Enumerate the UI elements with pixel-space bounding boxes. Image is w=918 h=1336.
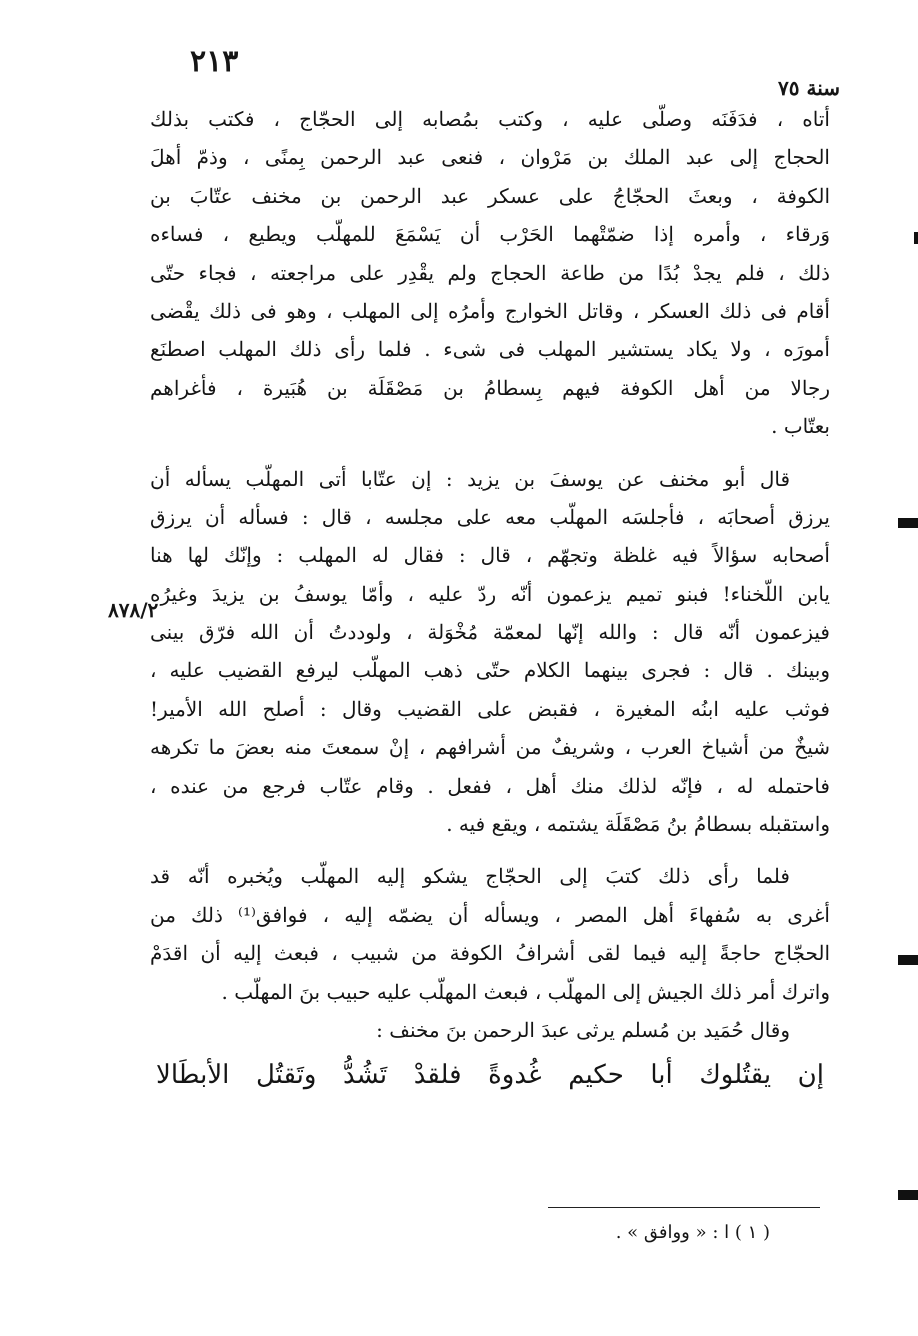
text-line: وَرقاء ، وأمره إذا ضمّتْهما الحَرْب أن يَسْمَعَ للمهلّب ويطيع ، فساءه	[150, 222, 830, 247]
running-head: سنة ٧٥	[778, 76, 840, 100]
main-text	[150, 100, 830, 1101]
scan-edge-mark	[914, 232, 918, 244]
text-line: بعتّاب .	[771, 414, 830, 439]
text-line: وقال حُمَيد بن مُسلم يرثى عبدَ الرحمن بنَ مخنف :	[376, 1017, 790, 1042]
text-line: يابن اللّخناء! فبنو تميم يزعمون أنّه ردّ عليه ، وأمّا يوسفُ بن يزيدَ وغيرُه	[150, 581, 830, 606]
text-line: واترك أمر ذلك الجيش إلى المهلّب ، فبعث المهلّب عليه حبيب بنَ المهلّب .	[221, 979, 830, 1004]
paragraph	[150, 100, 830, 446]
text-line: واستقبله بسطامُ بنُ مَصْقَلَة يشتمه ، ويقع فيه .	[446, 812, 830, 837]
text-line: قال أبو مخنف عن يوسفَ بن يزيد : إن عتّابا أتى المهلّب يسأله أن	[150, 466, 790, 491]
text-line: الكوفة ، وبعثَ الحجّاجُ على عسكر عبد الرحمن بن مخنف عتّابَ بن	[150, 183, 830, 208]
text-line: الحجاج إلى عبد الملك بن مَرْوان ، فنعى عبد الرحمن بِمنًى ، وذمّ أهلَ	[150, 145, 830, 170]
text-line: يرزق أصحابَه ، فأجلسَه المهلّب معه على مجلسه ، قال : فسأله أن يرزق	[150, 504, 830, 529]
text-line: أمورَه ، ولا يكاد يستشير المهلب فى شىء . فلما رأى ذلك المهلب اصطنَع	[150, 337, 830, 362]
text-line: فاحتمله له ، فإنّه لذلك منك أهل ، ففعل . وقام عتّاب فرجع من عنده ،	[150, 773, 830, 798]
text-line: وبينك . قال : فجرى بينهما الكلام حتّى ذهب المهلّب ليرفع القضيب عليه ،	[150, 658, 830, 683]
text-line: فيزعمون أنّه قال : والله إنّها لمعمّة مُخْوَلة ، ولوددتُ أن الله فرّق بينى	[150, 620, 830, 645]
footnote-divider	[548, 1207, 820, 1208]
paragraph	[150, 857, 830, 1011]
poetry-verse: إن يقتُلوك أبا حكيم غُدوةً فلقدْ تَشُدُّ وتَقتُل الأبطَالا	[156, 1060, 824, 1091]
text-line: شيخٌ من أشياخ العرب ، وشريفٌ من أشرافهم ، إنْ سمعتَ منه بعضَ ما تكرهه	[150, 735, 830, 760]
text-line: أقام فى ذلك العسكر ، وقاتل الخوارج وأمرُه إلى المهلب ، وهو فى ذلك يقْضى	[150, 298, 830, 323]
text-line: أصحابه سؤالاً فيه غلظة وتجهّم ، قال : فقال له المهلب : وإنّك لها هنا	[150, 543, 830, 568]
page-number: ٢١٣	[190, 44, 239, 79]
scan-edge-mark	[898, 955, 918, 965]
scan-edge-mark	[898, 1190, 918, 1200]
text-line: ذلك ، فلم يجدْ بُدًا من طاعة الحجاج ولم يقْدِر على مراجعته ، فجاء حتّى	[150, 260, 830, 285]
paragraph	[150, 460, 830, 844]
text-line: رجالا من أهل الكوفة فيهم بِسطامُ بن مَصْقَلَة بن هُبَيرة ، فأغراهم	[150, 375, 830, 400]
footnote: ( ١ ) ا : « ووافق » .	[615, 1222, 770, 1243]
text-line: الحجّاج حاجةً إليه فيما لقى أشرافُ الكوفة من شبيب ، فبعث إليه أن اقدَمْ	[150, 941, 830, 966]
text-line: فوثب عليه ابنُه المغيرة ، فقبض على القضيب وقال : أصلح الله الأمير!	[150, 696, 830, 721]
text-line: أتاه ، فدَفَنَه وصلّى عليه ، وكتب بمُصابه إلى الحجّاج ، فكتب بذلك	[150, 107, 830, 131]
scan-edge-mark	[898, 518, 918, 528]
margin-reference: ٨٧٨/٢	[108, 598, 159, 622]
text-line: أغرى به سُفهاءَ أهل المصر ، ويسأله أن يضمّه إليه ، فوافق⁽¹⁾ ذلك من	[150, 902, 830, 927]
text-line: فلما رأى ذلك كتبَ إلى الحجّاج يشكو إليه المهلّب ويُخبره أنّه قد	[150, 864, 790, 889]
paragraph	[150, 1011, 830, 1049]
